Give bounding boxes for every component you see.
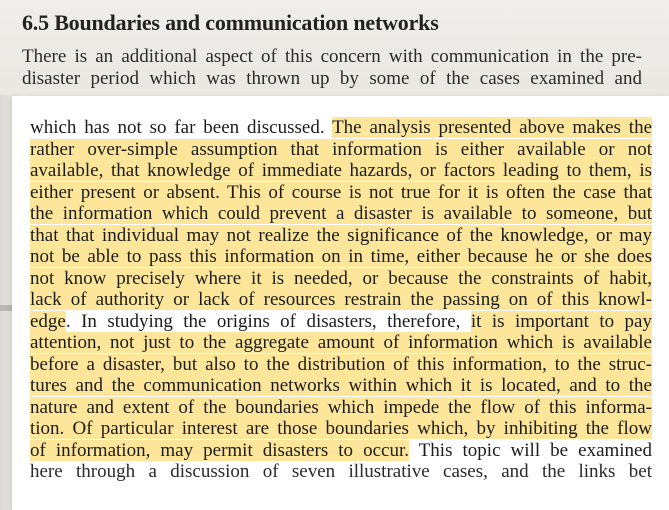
body-line: [30, 332, 652, 354]
highlighted-text: available, that knowledge of immediate hazards, or factors leading to them, is: [30, 160, 652, 181]
plain-text: which has not so far been discussed.: [30, 117, 333, 138]
highlighted-text: before a disaster, but also to the distribution of this information, to the struc-: [30, 353, 652, 375]
plain-text: This topic will be examined: [408, 439, 652, 461]
intro-line: disaster period which was thrown up by some of the cases examined and: [22, 68, 642, 89]
body-line: [30, 160, 652, 182]
body-line: [30, 268, 652, 290]
body-line: [30, 203, 652, 225]
section-heading: 6.5 Boundaries and communication networks: [22, 10, 439, 35]
highlighted-text: nature and extent of the boundaries which impede the flow of this informa-: [30, 396, 652, 418]
intro-paragraph: [22, 46, 642, 90]
body-line: [30, 397, 652, 419]
plain-text: . In studying the origins of disasters, therefore,: [65, 310, 471, 332]
body-line: [30, 139, 652, 161]
body-line: [30, 117, 652, 139]
highlighted-text: not be able to pass this information on in time, either because he or she does: [30, 246, 652, 267]
highlighted-text: of information, may permit disasters to occur.: [30, 439, 409, 461]
highlighted-text: attention, not just to the aggregate amount of information which is available: [30, 332, 652, 353]
highlighted-text: lack of authority or lack of resources restrain the passing on of this knowl-: [30, 289, 652, 310]
body-line: [30, 225, 652, 247]
highlighted-text: edge: [30, 310, 66, 332]
body-line: [30, 418, 652, 440]
highlighted-text: tures and the communication networks within which it is located, and to the: [30, 375, 652, 396]
highlighted-text: The analysis presented above makes the: [332, 117, 652, 138]
body-line: [30, 289, 652, 311]
body-paragraph: [30, 117, 652, 470]
highlighted-text: the information which could prevent a disaster is available to someone, but: [30, 203, 652, 224]
body-line: [30, 375, 652, 397]
highlighted-text: tion. Of particular interest are those boundaries which, by inhibiting the flow: [30, 418, 652, 439]
cut-off-line: [30, 461, 652, 470]
intro-line: There is an additional aspect of this concern with communication in the pre-: [22, 46, 642, 67]
body-line: [30, 354, 652, 376]
body-line: [30, 246, 652, 268]
highlighted-text: it is important to pay: [470, 310, 652, 332]
highlighted-text: that that individual may not realize the significance of the knowledge, or may: [30, 224, 652, 246]
body-line: [30, 440, 652, 462]
body-line: [30, 311, 652, 333]
body-line: [30, 182, 652, 204]
highlighted-text: rather over-simple assumption that information is either available or not: [30, 138, 652, 160]
highlighted-text: not know precisely where it is needed, or because the constraints of habit,: [30, 267, 652, 289]
highlighted-text: either present or absent. This of course is not true for it is often the case that: [30, 181, 652, 203]
